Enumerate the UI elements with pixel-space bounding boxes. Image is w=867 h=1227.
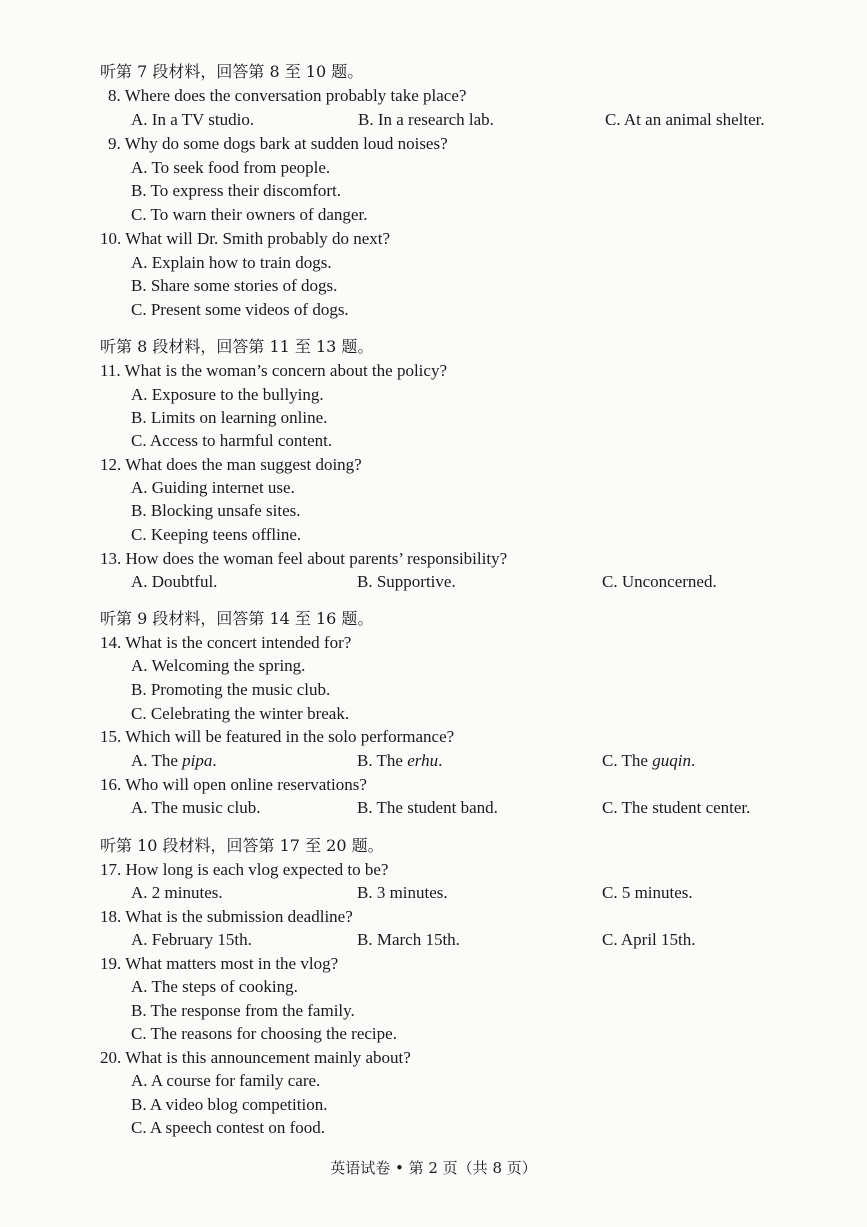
option-c: C. Access to harmful content. (131, 431, 333, 450)
option-a: A. A course for family care. (131, 1071, 321, 1090)
question-13: 13. How does the woman feel about parents’ responsibility? (100, 549, 508, 568)
option-c: C. Present some videos of dogs. (131, 300, 349, 319)
option-a: A. Welcoming the spring. (131, 656, 306, 675)
question-10: 10. What will Dr. Smith probably do next? (100, 229, 391, 248)
question-17: 17. How long is each vlog expected to be? (100, 860, 389, 879)
page-footer: 英语试卷 • 第 2 页（共 8 页） (330, 1159, 537, 1177)
question-15: 15. Which will be featured in the solo performance? (100, 727, 455, 746)
option-a: A. 2 minutes. (131, 883, 223, 902)
option-c: C. Celebrating the winter break. (131, 704, 350, 723)
option-b: B. Promoting the music club. (131, 680, 331, 699)
option-b: B. 3 minutes. (357, 883, 448, 902)
option-a: A. The pipa. (131, 751, 217, 770)
option-c: C. The reasons for choosing the recipe. (131, 1024, 397, 1043)
question-9: 9. Why do some dogs bark at sudden loud noises? (108, 134, 448, 153)
section-header: 听第 9 段材料，回答第 14 至 16 题。 (100, 609, 374, 628)
option-a: A. Doubtful. (131, 572, 218, 591)
option-a: A. Guiding internet use. (131, 478, 295, 497)
question-20: 20. What is this announcement mainly about? (100, 1048, 411, 1067)
option-a: A. The steps of cooking. (131, 977, 298, 996)
section-header: 听第 7 段材料，回答第 8 至 10 题。 (100, 62, 364, 81)
option-c: C. To warn their owners of danger. (131, 205, 368, 224)
option-c: C. A speech contest on food. (131, 1118, 326, 1137)
question-12: 12. What does the man suggest doing? (100, 455, 362, 474)
section-header: 听第 8 段材料，回答第 11 至 13 题。 (100, 337, 374, 356)
option-b: B. A video blog competition. (131, 1095, 328, 1114)
question-18: 18. What is the submission deadline? (100, 907, 353, 926)
option-b: B. The erhu. (357, 751, 443, 770)
option-b: B. Blocking unsafe sites. (131, 501, 301, 520)
question-8: 8. Where does the conversation probably take place? (108, 86, 467, 105)
option-a: A. In a TV studio. (131, 110, 255, 129)
option-b: B. The student band. (357, 798, 498, 817)
option-b: B. March 15th. (357, 930, 460, 949)
question-19: 19. What matters most in the vlog? (100, 954, 339, 973)
option-b: B. Limits on learning online. (131, 408, 328, 427)
option-b: B. In a research lab. (358, 110, 494, 129)
option-c: C. Keeping teens offline. (131, 525, 302, 544)
option-b: B. Supportive. (357, 572, 456, 591)
option-c: C. The student center. (602, 798, 751, 817)
option-a: A. The music club. (131, 798, 261, 817)
option-a: A. To seek food from people. (131, 158, 331, 177)
question-11: 11. What is the woman’s concern about the policy? (100, 361, 447, 380)
question-16: 16. Who will open online reservations? (100, 775, 367, 794)
option-c: C. 5 minutes. (602, 883, 693, 902)
option-c: C. At an animal shelter. (605, 110, 765, 129)
option-a: A. February 15th. (131, 930, 252, 949)
question-14: 14. What is the concert intended for? (100, 633, 352, 652)
option-b: B. To express their discomfort. (131, 181, 342, 200)
option-a: A. Explain how to train dogs. (131, 253, 332, 272)
option-c: C. The guqin. (602, 751, 696, 770)
option-b: B. Share some stories of dogs. (131, 276, 338, 295)
section-header: 听第 10 段材料，回答第 17 至 20 题。 (100, 836, 384, 855)
option-c: C. Unconcerned. (602, 572, 717, 591)
option-c: C. April 15th. (602, 930, 696, 949)
option-a: A. Exposure to the bullying. (131, 385, 324, 404)
option-b: B. The response from the family. (131, 1001, 355, 1020)
